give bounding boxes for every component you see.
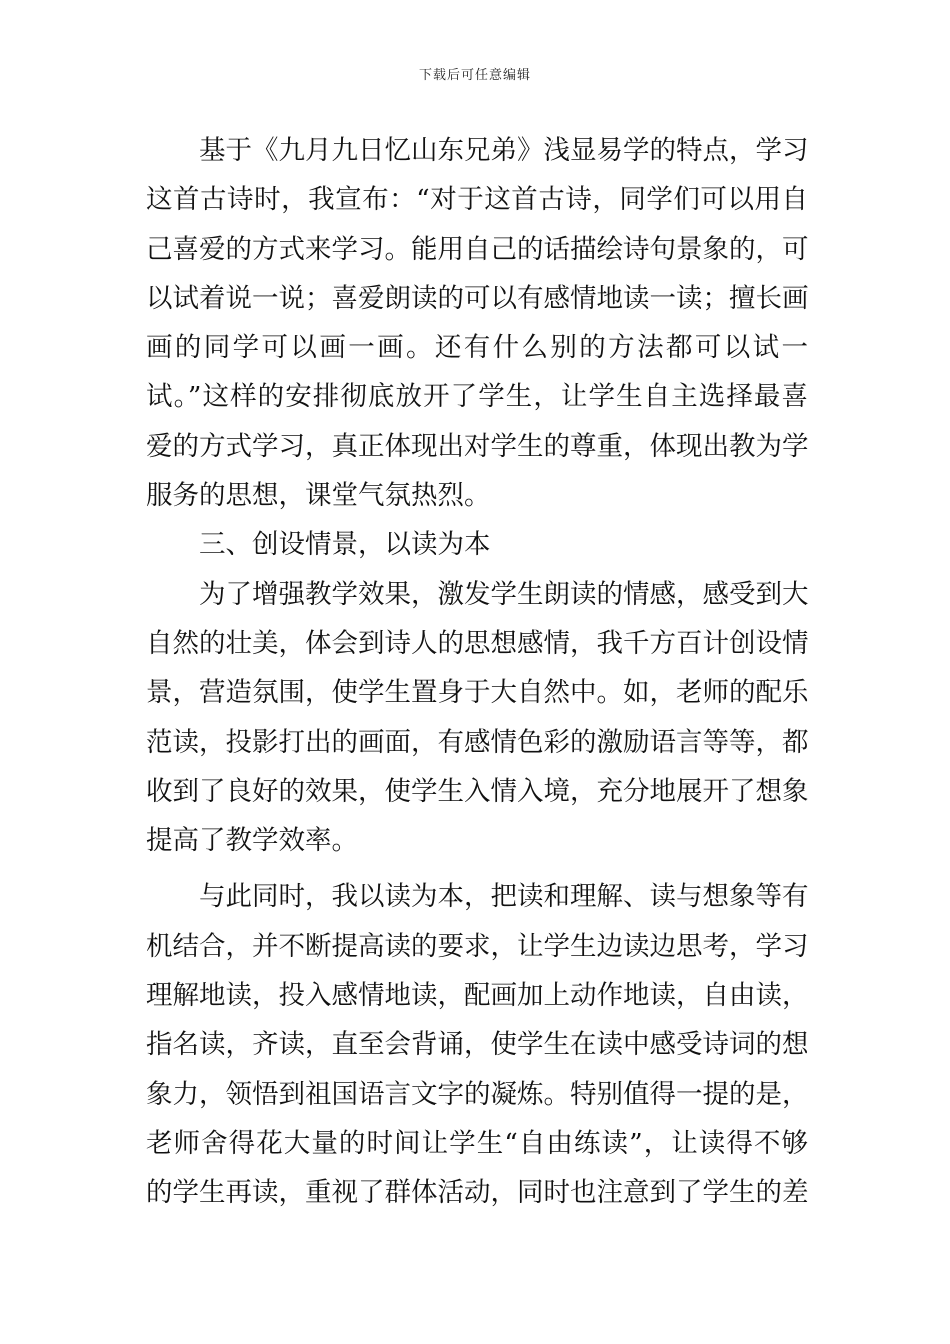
heading-text: 三、创设情景，以读为本	[199, 529, 491, 561]
text-line: 己喜爱的方式来学习。能用自己的话描绘诗句景象的，可	[146, 233, 809, 265]
text-line: 以试着说一说；喜爱朗读的可以有感情地读一读；擅长画	[146, 282, 809, 314]
text-line: 象力，领悟到祖国语言文字的凝炼。特别值得一提的是，	[146, 1078, 809, 1110]
text-line: 爱的方式学习，真正体现出对学生的尊重，体现出教为学	[146, 430, 809, 462]
text-line: 这首古诗时，我宣布：“对于这首古诗，同学们可以用自	[146, 184, 808, 216]
text-line: 理解地读，投入感情地读，配画加上动作地读，自由读，	[146, 980, 809, 1012]
section-heading	[146, 520, 808, 569]
paragraph	[146, 126, 808, 520]
text-line: 指名读，齐读，直至会背诵，使学生在读中感受诗词的想	[146, 1029, 809, 1061]
paragraph	[146, 570, 808, 866]
text-line: 自然的壮美，体会到诗人的思想感情，我千方百计创设情	[146, 627, 809, 659]
text-line: 收到了良好的效果，使学生入情入境，充分地展开了想象	[146, 775, 809, 807]
text-line: 试。”这样的安排彻底放开了学生，让学生自主选择最喜	[146, 381, 808, 413]
text-line: 服务的思想，课堂气氛热烈。	[146, 480, 491, 512]
document-body	[146, 126, 808, 1218]
text-line: 景，营造氛围，使学生置身于大自然中。如，老师的配乐	[146, 677, 809, 709]
text-line: 的学生再读，重视了群体活动，同时也注意到了学生的差	[146, 1177, 809, 1209]
text-line: 与此同时，我以读为本，把读和理解、读与想象等有	[199, 881, 809, 913]
text-line: 画的同学可以画一画。还有什么别的方法都可以试一	[146, 332, 808, 364]
page-header: 下载后可任意编辑	[418, 68, 531, 83]
paragraph	[146, 872, 808, 1217]
text-line: 基于《九月九日忆山东兄弟》浅显易学的特点，学习	[199, 135, 809, 166]
text-line: 提高了教学效率。	[146, 825, 358, 857]
text-line: 机结合，并不断提高读的要求，让学生边读边思考，学习	[146, 930, 809, 962]
text-line: 范读，投影打出的画面，有感情色彩的激励语言等等，都	[146, 726, 809, 758]
text-line: 为了增强教学效果，激发学生朗读的情感，感受到大	[199, 578, 809, 610]
text-line: 老师舍得花大量的时间让学生“自由练读”，让读得不够	[146, 1127, 808, 1159]
